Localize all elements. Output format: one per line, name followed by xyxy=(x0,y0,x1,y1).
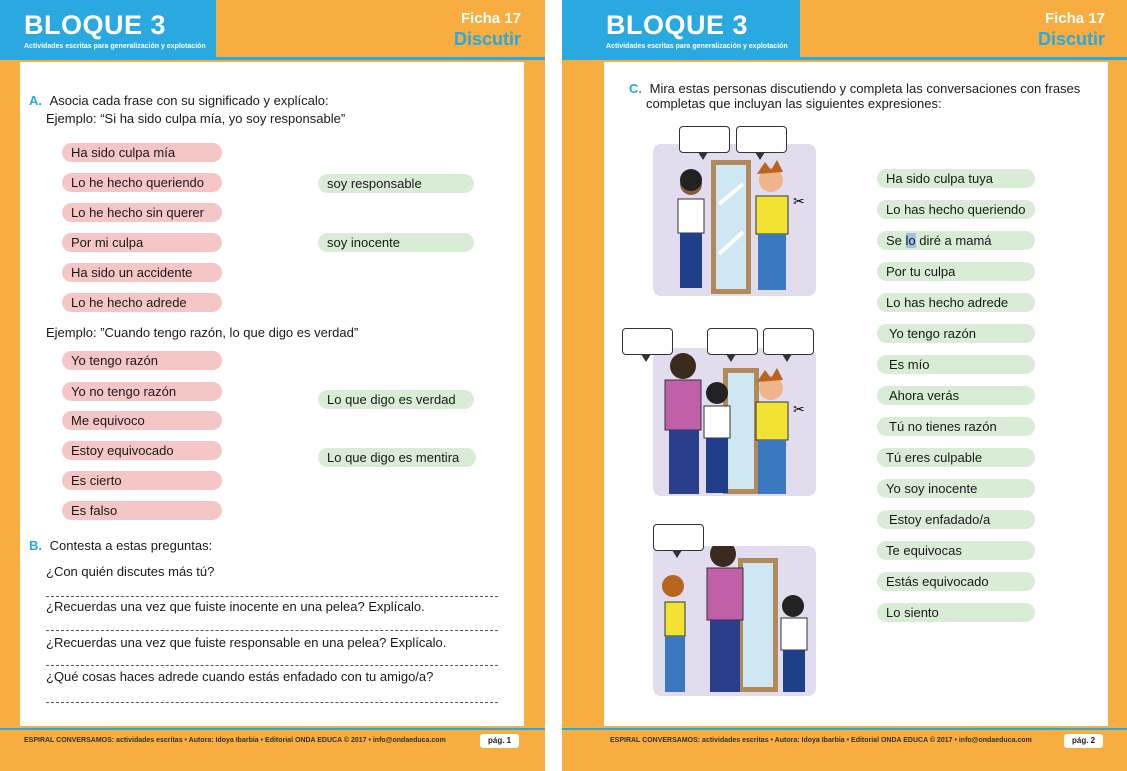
speech-bubble-icon[interactable] xyxy=(622,328,673,355)
footer-divider xyxy=(562,728,1127,730)
expression-pill[interactable]: Se lo diré a mamá xyxy=(877,231,1035,250)
ficha-number: Ficha 17 xyxy=(1044,10,1105,27)
answer-line[interactable] xyxy=(46,665,498,666)
worksheet-page-2 xyxy=(562,0,1127,771)
phrase-pill[interactable]: Ha sido culpa mía xyxy=(62,143,222,162)
answer-line[interactable] xyxy=(46,596,498,597)
ficha-topic: Discutir xyxy=(1037,29,1105,49)
header-divider xyxy=(0,57,545,60)
page-gutter xyxy=(545,0,562,771)
example-2: Ejemplo: ”Cuando tengo razón, lo que digo es verdad” xyxy=(46,325,359,340)
speech-bubble-icon[interactable] xyxy=(736,126,787,153)
bloque-subtitle: Actividades escritas para generalización y explotación xyxy=(606,43,788,50)
question: ¿Qué cosas haces adrede cuando estás enfadado con tu amigo/a? xyxy=(46,669,434,684)
scene-1-illustration xyxy=(653,144,816,296)
answer-line[interactable] xyxy=(46,630,498,631)
page-2-content xyxy=(604,62,1108,726)
question: ¿Recuerdas una vez que fuiste inocente en una pelea? Explícalo. xyxy=(46,599,425,614)
expression-pill[interactable]: Ahora verás xyxy=(877,386,1035,405)
section-c-instruction: C. Mira estas personas discutiendo y completa las conversaciones con frases xyxy=(629,81,1081,96)
answer-line[interactable] xyxy=(46,702,498,703)
expression-pill[interactable]: Es mío xyxy=(877,355,1035,374)
meaning-pill[interactable]: Lo que digo es mentira xyxy=(318,448,476,467)
svg-text:✂: ✂ xyxy=(793,402,805,418)
phrase-pill[interactable]: Lo he hecho queriendo xyxy=(62,173,222,192)
expression-pill[interactable]: Te equivocas xyxy=(877,541,1035,560)
expression-pill[interactable]: Lo has hecho adrede xyxy=(877,293,1035,312)
phrase-pill[interactable]: Ha sido un accidente xyxy=(62,263,222,282)
phrase-pill[interactable]: Me equivoco xyxy=(62,411,222,430)
footer-divider xyxy=(0,728,545,730)
phrase-pill[interactable]: Yo tengo razón xyxy=(62,351,222,370)
header-ficha xyxy=(454,0,521,58)
phrase-pill[interactable]: Yo no tengo razón xyxy=(62,382,222,401)
phrase-pill[interactable]: Estoy equivocado xyxy=(62,441,222,460)
ficha-topic: Discutir xyxy=(453,29,521,49)
question: ¿Con quién discutes más tú? xyxy=(46,564,215,579)
phrase-pill[interactable]: Por mi culpa xyxy=(62,233,222,252)
phrase-pill[interactable]: Es cierto xyxy=(62,471,222,490)
speech-bubble-icon[interactable] xyxy=(707,328,758,355)
meaning-pill[interactable]: soy inocente xyxy=(318,233,474,252)
bloque-subtitle: Actividades escritas para generalización y explotación xyxy=(24,43,206,50)
scene-2-illustration xyxy=(653,348,816,496)
phrase-pill[interactable]: Es falso xyxy=(62,501,222,520)
bloque-title: BLOQUE 3 xyxy=(606,10,749,40)
section-c-letter: C. xyxy=(629,81,642,96)
question: ¿Recuerdas una vez que fuiste responsable en una pelea? Explícalo. xyxy=(46,635,447,650)
section-c-instruction-line2: completas que incluyan las siguientes expresiones: xyxy=(646,96,942,111)
section-b-instruction: B. Contesta a estas preguntas: xyxy=(29,538,213,553)
header-block-label xyxy=(0,0,216,58)
expression-pill[interactable]: Estoy enfadado/a xyxy=(877,510,1035,529)
example-1: Ejemplo: “Si ha sido culpa mía, yo soy responsable” xyxy=(46,111,346,126)
header-divider xyxy=(562,57,1127,60)
speech-bubble-icon[interactable] xyxy=(653,524,704,551)
bloque-title: BLOQUE 3 xyxy=(24,10,167,40)
expression-pill[interactable]: Lo has hecho queriendo xyxy=(877,200,1035,219)
expression-pill[interactable]: Yo soy inocente xyxy=(877,479,1035,498)
meaning-pill[interactable]: Lo que digo es verdad xyxy=(318,390,474,409)
footer-credits: ESPIRAL CONVERSAMOS: actividades escritas • Autora: Idoya Ibarbia • Editorial ONDA EDUCA © 2017 • info@ondaeduca.com xyxy=(24,737,446,744)
speech-bubble-icon[interactable] xyxy=(763,328,814,355)
scene-3-illustration xyxy=(653,546,816,696)
speech-bubble-icon[interactable] xyxy=(679,126,730,153)
page-number: pág. 2 xyxy=(1064,734,1103,748)
expression-pill[interactable]: Yo tengo razón xyxy=(877,324,1035,343)
text-selection-highlight: lo xyxy=(905,233,916,248)
expression-pill[interactable]: Lo siento xyxy=(877,603,1035,622)
header-ficha xyxy=(1038,0,1105,58)
ficha-number: Ficha 17 xyxy=(460,10,521,27)
arguing-family-mirror-icon xyxy=(653,348,816,496)
expression-pill[interactable]: Ha sido culpa tuya xyxy=(877,169,1035,188)
arguing-children-mirror-icon xyxy=(653,144,816,296)
expression-pill[interactable]: Tú no tienes razón xyxy=(877,417,1035,436)
section-a-instruction: A. Asocia cada frase con su significado y explícalo: xyxy=(29,93,329,108)
footer-credits: ESPIRAL CONVERSAMOS: actividades escritas • Autora: Idoya Ibarbia • Editorial ONDA EDUCA © 2017 • info@ondaeduca.com xyxy=(610,737,1032,744)
worksheet-page-1 xyxy=(0,0,545,771)
expression-pill[interactable]: Tú eres culpable xyxy=(877,448,1035,467)
page-1-content xyxy=(20,62,524,726)
section-a-letter: A. xyxy=(29,93,42,108)
expression-pill[interactable]: Por tu culpa xyxy=(877,262,1035,281)
section-b-letter: B. xyxy=(29,538,42,553)
header-block-label xyxy=(562,0,800,58)
page-number: pág. 1 xyxy=(480,734,519,748)
mother-scolding-child-icon xyxy=(653,546,816,696)
svg-text:✂: ✂ xyxy=(793,194,805,210)
phrase-pill[interactable]: Lo he hecho sin querer xyxy=(62,203,222,222)
meaning-pill[interactable]: soy responsable xyxy=(318,174,474,193)
phrase-pill[interactable]: Lo he hecho adrede xyxy=(62,293,222,312)
expression-pill[interactable]: Estás equivocado xyxy=(877,572,1035,591)
